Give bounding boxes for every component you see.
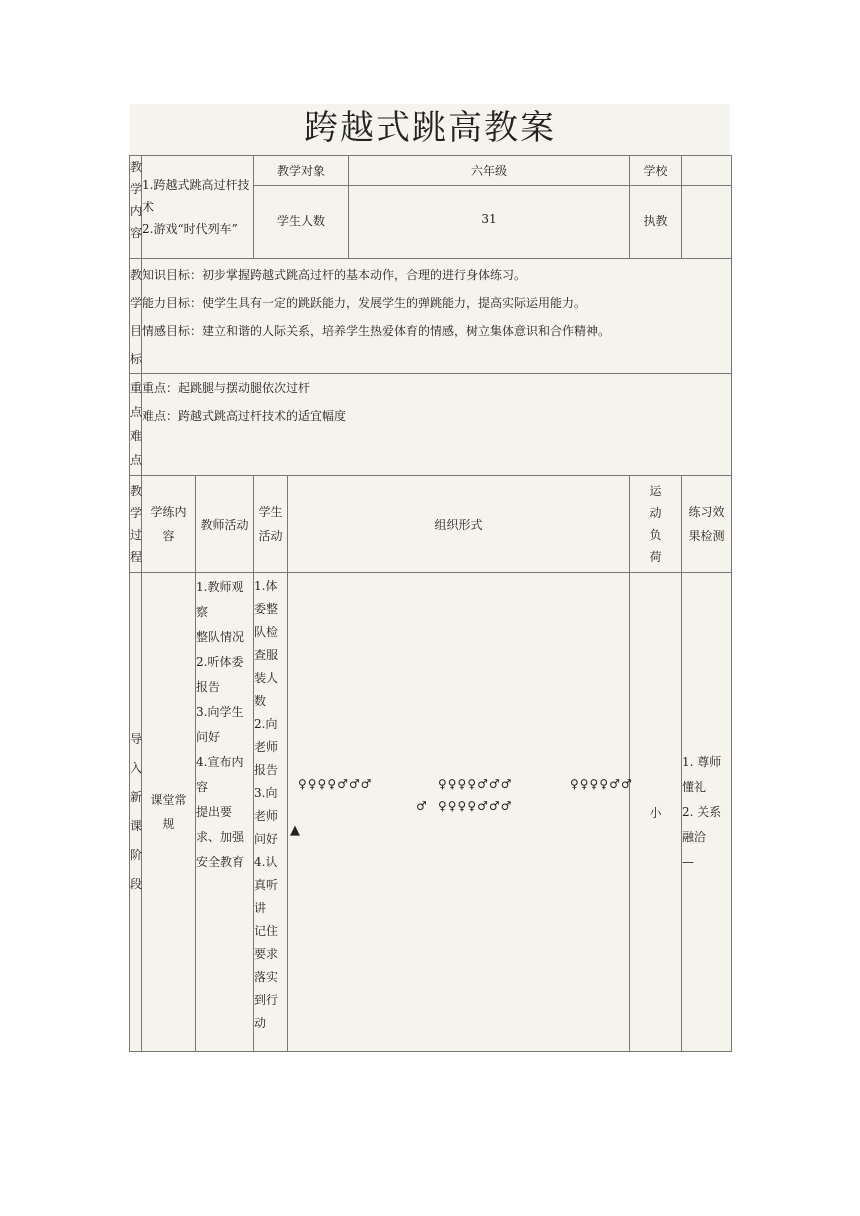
stage-formation	[288, 573, 633, 1052]
objectives-label: 教 学 目 标	[130, 259, 142, 374]
formation-group-5: ♀♀♀♀♂♂♂	[438, 799, 513, 813]
content-row-1	[130, 156, 732, 186]
objective-ability: 能力目标：使学生具有一定的跳跃能力，发展学生的弹跳能力，提高实际运用能力。	[142, 296, 587, 310]
header-load: 运 动 负 荷	[630, 476, 682, 573]
count-value: 31	[349, 186, 630, 259]
stage-label: 导 入 新 课 阶 段	[130, 573, 142, 1052]
school-label: 学校	[630, 156, 682, 186]
header-teacher: 教师活动	[196, 476, 254, 573]
grade-value: 六年级	[349, 156, 630, 186]
page-title: 跨越式跳高教案	[304, 108, 556, 148]
target-label: 教学对象	[254, 156, 349, 186]
content-cell: 1.跨越式跳高过杆技术 2.游戏“时代列车”	[142, 156, 254, 259]
stage-content: 课堂常规	[142, 573, 196, 1052]
teacher-label: 执教	[630, 186, 682, 259]
key-point: 重点：起跳腿与摆动腿依次过杆	[142, 381, 311, 395]
keypoints-row	[130, 374, 732, 476]
keypoints-label: 重 点 难 点	[130, 374, 142, 476]
teacher-position-marker: ▲	[290, 823, 301, 838]
keypoints-content	[142, 374, 732, 476]
header-effect: 练习效果检测	[682, 476, 732, 573]
stage-effect: 1. 尊师懂礼 2. 关系融洽 —	[682, 573, 732, 1052]
objectives-row	[130, 259, 732, 374]
header-student: 学生活动	[254, 476, 288, 573]
stage-student-activity: 1.体委整队检查服装人数 2.向老师报告 3.向老师问好 4.认真听讲 记住要求落实到行动	[254, 573, 288, 1052]
header-org: 组织形式	[288, 476, 630, 573]
objective-emotion: 情感目标：建立和谐的人际关系，培养学生热爱体育的情感，树立集体意识和合作精神。	[142, 324, 611, 338]
formation-group-2: ♀♀♀♀♂♂♂	[438, 777, 513, 791]
stage-load: 小	[630, 573, 682, 1052]
formation-group-4: ♂	[416, 799, 428, 813]
difficulty: 难点：跨越式跳高过杆技术的适宜幅度	[142, 409, 347, 423]
count-label: 学生人数	[254, 186, 349, 259]
content-label: 教 学 内 容	[130, 156, 142, 259]
process-header-row	[130, 476, 732, 573]
teacher-value	[682, 186, 732, 259]
lesson-plan-table	[129, 155, 732, 1052]
school-value	[682, 156, 732, 186]
stage-row	[130, 573, 732, 1052]
formation-group-3: ♀♀♀♀♂♂	[570, 777, 633, 791]
objective-knowledge: 知识目标：初步掌握跨越式跳高过杆的基本动作，合理的进行身体练习。	[142, 268, 527, 282]
header-content: 学练内容	[142, 476, 196, 573]
objectives-content	[142, 259, 732, 374]
process-label: 教 学 过 程	[130, 476, 142, 573]
stage-teacher-activity: 1.教师观察 整队情况 2.听体委报告 3.向学生问好 4.宣布内容 提出要求、加强安全教育	[196, 573, 254, 1052]
formation-group-1: ♀♀♀♀♂♂♂	[298, 777, 373, 791]
